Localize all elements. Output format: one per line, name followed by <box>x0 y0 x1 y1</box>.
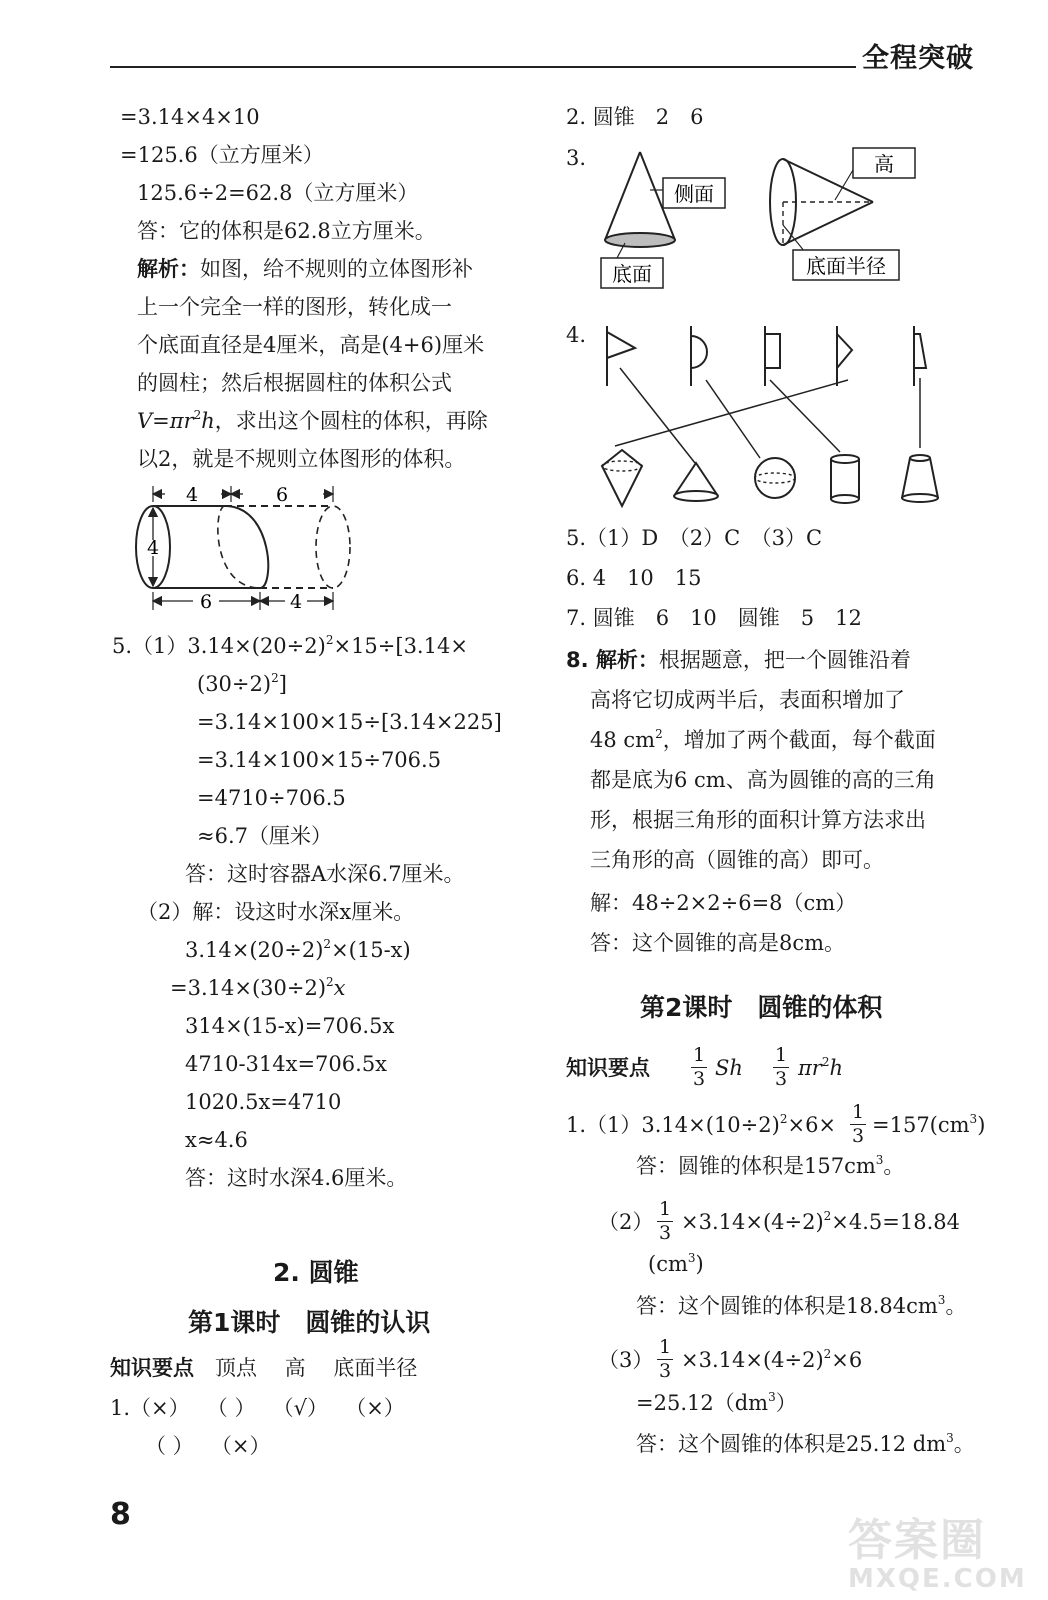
t: =157(cm <box>872 1113 970 1137</box>
kp-label: 知识要点 <box>566 1056 650 1080</box>
calc-line: =125.6（立方厘米） <box>120 143 324 167</box>
t: ×3.14×(4÷2) <box>681 1348 824 1372</box>
calc-line: =3.14×4×10 <box>120 105 260 129</box>
num: 1 <box>774 1044 788 1066</box>
kp-formula <box>715 1058 743 1079</box>
t: 答：这个圆锥的体积是18.84cm <box>636 1294 938 1318</box>
q5-answer: 答：这时容器A水深6.7厘米。 <box>185 862 465 886</box>
q3-number: 3. <box>566 146 587 170</box>
t: ×6 <box>831 1348 863 1372</box>
watermark-bottom: MXQE.COM <box>848 1564 1027 1594</box>
t: ] <box>278 672 287 696</box>
t: =25.12（dm <box>636 1391 769 1415</box>
sup: 3 <box>875 1153 884 1167</box>
sup: 3 <box>937 1293 946 1307</box>
dim-top-a: 4 <box>185 484 199 506</box>
q5b-line <box>170 975 346 1000</box>
t: 答：圆锥的体积是157cm <box>636 1154 876 1178</box>
watermark-top: 答案圈 <box>848 1515 986 1566</box>
q8-solution: 解：48÷2×2÷6=8（cm） <box>590 891 857 915</box>
formula-h: h <box>201 409 215 433</box>
t: 答：这个圆锥的体积是25.12 dm <box>636 1432 947 1456</box>
analysis-line <box>137 408 488 433</box>
q8-line: 形，根据三角形的面积计算方法求出 <box>590 808 926 832</box>
t: 48 cm <box>590 728 656 752</box>
lesson-title: 第2课时 圆锥的体积 <box>640 993 883 1022</box>
kp-label: 知识要点 <box>110 1356 194 1380</box>
sup: 2 <box>823 1209 832 1223</box>
rotation-match-figure <box>590 318 950 508</box>
q5b-line: 1020.5x=4710 <box>185 1090 342 1114</box>
t: 。 <box>945 1294 967 1318</box>
sup: 3 <box>687 1251 696 1265</box>
den: 3 <box>774 1068 788 1090</box>
q5-line: =3.14×100×15÷[3.14×225] <box>197 710 502 734</box>
p3-answer <box>636 1431 975 1456</box>
cylinder-figure <box>125 480 365 615</box>
sup: 2 <box>326 975 334 989</box>
p2-line: （2） <box>598 1210 654 1234</box>
q5-answer: 5.（1）D （2）C （3）C <box>566 526 823 550</box>
t: πr <box>798 1056 822 1080</box>
fraction-one-third <box>657 1338 673 1381</box>
den: 3 <box>851 1125 865 1147</box>
analysis-line: 个底面直径是4厘米，高是(4+6)厘米 <box>137 333 485 357</box>
sup: 2 <box>779 1112 788 1126</box>
q1-row: 1.（×） （ ） （√） （×） <box>110 1396 405 1420</box>
q5-line <box>112 633 468 658</box>
section-title: 2. 圆锥 <box>273 1258 359 1287</box>
sup: 3 <box>969 1112 978 1126</box>
sup: 2 <box>823 1347 832 1361</box>
q5-line <box>197 671 287 696</box>
sup: 2 <box>821 1055 830 1069</box>
page-number: 8 <box>110 1497 131 1532</box>
p3-line <box>636 1390 797 1415</box>
analysis-line: 的圆柱；然后根据圆柱的体积公式 <box>137 371 452 395</box>
t: ） <box>775 1391 797 1415</box>
analysis-text: ，求出这个圆柱的体积，再除 <box>214 409 488 433</box>
sup: 3 <box>946 1431 954 1445</box>
knowledge-points <box>110 1358 417 1379</box>
fraction-one-third <box>657 1200 673 1243</box>
t: Sh <box>715 1056 743 1080</box>
kp-formula <box>798 1055 844 1080</box>
dim-bottom-b: 4 <box>289 591 303 613</box>
fraction-one-third <box>773 1046 789 1089</box>
analysis-line <box>137 259 473 280</box>
t: h <box>829 1056 844 1080</box>
sup: 2 <box>193 408 202 422</box>
q7-answer: 7. 圆锥 6 10 圆锥 5 12 <box>566 606 862 630</box>
analysis-label: 解析： <box>137 257 200 281</box>
sup: 2 <box>271 671 279 685</box>
q5b-line: （2）解：设这时水深x厘米。 <box>137 900 415 924</box>
q8-answer: 答：这个圆锥的高是8cm。 <box>590 931 846 955</box>
answer-line: 答：它的体积是62.8立方厘米。 <box>137 219 436 243</box>
q8-line <box>566 650 911 671</box>
t: ×6× <box>787 1113 837 1137</box>
t: 根据题意，把一个圆锥沿着 <box>658 648 911 672</box>
kp-text: 顶点 高 底面半径 <box>215 1356 418 1380</box>
p1-line <box>566 1112 837 1137</box>
num: 1 <box>692 1044 706 1066</box>
num: 1 <box>851 1101 865 1123</box>
t: ×4.5=18.84 <box>831 1210 961 1234</box>
fraction-one-third <box>691 1046 707 1089</box>
t: 。 <box>953 1432 975 1456</box>
lesson-title: 第1课时 圆锥的认识 <box>188 1308 431 1337</box>
q5-line: ≈6.7（厘米） <box>197 824 332 848</box>
q5b-line: 314×(15-x)=706.5x <box>185 1014 395 1038</box>
q8-line: 三角形的高（圆锥的高）即可。 <box>590 848 884 872</box>
sup: 2 <box>323 937 332 951</box>
label-radius: 底面半径 <box>806 254 886 278</box>
q8-line <box>590 727 936 752</box>
q2-line: 2. 圆锥 2 6 <box>566 105 704 129</box>
analysis-line: 以2，就是不规则立体图形的体积。 <box>137 447 466 471</box>
book-title: 全程突破 <box>862 43 974 74</box>
num: 1 <box>658 1336 672 1358</box>
dim-diameter: 4 <box>146 537 160 559</box>
q5b-line: 4710-314x=706.5x <box>185 1052 388 1076</box>
t: =3.14×(30÷2) <box>170 976 327 1000</box>
p1-answer <box>636 1153 905 1178</box>
cone-parts-figure <box>595 140 925 290</box>
sup: 2 <box>655 727 663 741</box>
t: ×(15-x) <box>331 938 411 962</box>
q1-row: （ ） （×） <box>145 1434 271 1458</box>
p3-line <box>681 1347 863 1372</box>
t: ) <box>977 1113 986 1137</box>
t: ，增加了两个截面，每个截面 <box>662 728 936 752</box>
num: 1 <box>658 1198 672 1220</box>
dim-bottom-a: 6 <box>199 591 213 613</box>
t: ×15÷[3.14× <box>333 634 468 658</box>
q5b-line: x≈4.6 <box>185 1128 248 1152</box>
label-height: 高 <box>874 152 894 176</box>
analysis-line: 上一个完全一样的图形，转化成一 <box>137 295 452 319</box>
label-side: 侧面 <box>674 182 714 206</box>
q5-line: =3.14×100×15÷706.5 <box>197 748 442 772</box>
t: ) <box>695 1252 704 1276</box>
den: 3 <box>658 1222 672 1244</box>
p2-line <box>648 1251 704 1276</box>
dim-top-b: 6 <box>275 484 289 506</box>
p2-line <box>681 1209 961 1234</box>
calc-line: 125.6÷2=62.8（立方厘米） <box>137 181 419 205</box>
q5b-answer: 答：这时水深4.6厘米。 <box>185 1166 408 1190</box>
t: (30÷2) <box>197 672 272 696</box>
q5b-line <box>185 937 411 962</box>
formula-v: V=πr <box>137 409 194 433</box>
t: 。 <box>883 1154 905 1178</box>
p3-line: （3） <box>598 1348 654 1372</box>
analysis-text: 如图，给不规则的立体图形补 <box>200 257 473 281</box>
den: 3 <box>692 1068 706 1090</box>
q8-line: 都是底为6 cm、高为圆锥的高的三角 <box>590 768 936 792</box>
q8-line: 高将它切成两半后，表面积增加了 <box>590 688 905 712</box>
p2-answer <box>636 1293 967 1318</box>
q8-label: 8. 解析： <box>566 648 659 672</box>
t: ×3.14×(4÷2) <box>681 1210 824 1234</box>
fraction-one-third <box>850 1103 866 1146</box>
t: 5.（1）3.14×(20÷2) <box>112 634 326 658</box>
q4-number: 4. <box>566 323 587 347</box>
sup: 2 <box>325 633 334 647</box>
t: 3.14×(20÷2) <box>185 938 324 962</box>
header-rule <box>110 66 856 68</box>
t: (cm <box>648 1252 688 1276</box>
p1-line <box>872 1112 986 1137</box>
q6-answer: 6. 4 10 15 <box>566 566 702 590</box>
den: 3 <box>658 1360 672 1382</box>
sup: 3 <box>768 1390 776 1404</box>
t: 1.（1）3.14×(10÷2) <box>566 1113 780 1137</box>
label-base: 底面 <box>612 262 652 286</box>
watermark <box>848 1504 1026 1596</box>
t: x <box>333 976 346 1000</box>
q5-line: =4710÷706.5 <box>197 786 346 810</box>
